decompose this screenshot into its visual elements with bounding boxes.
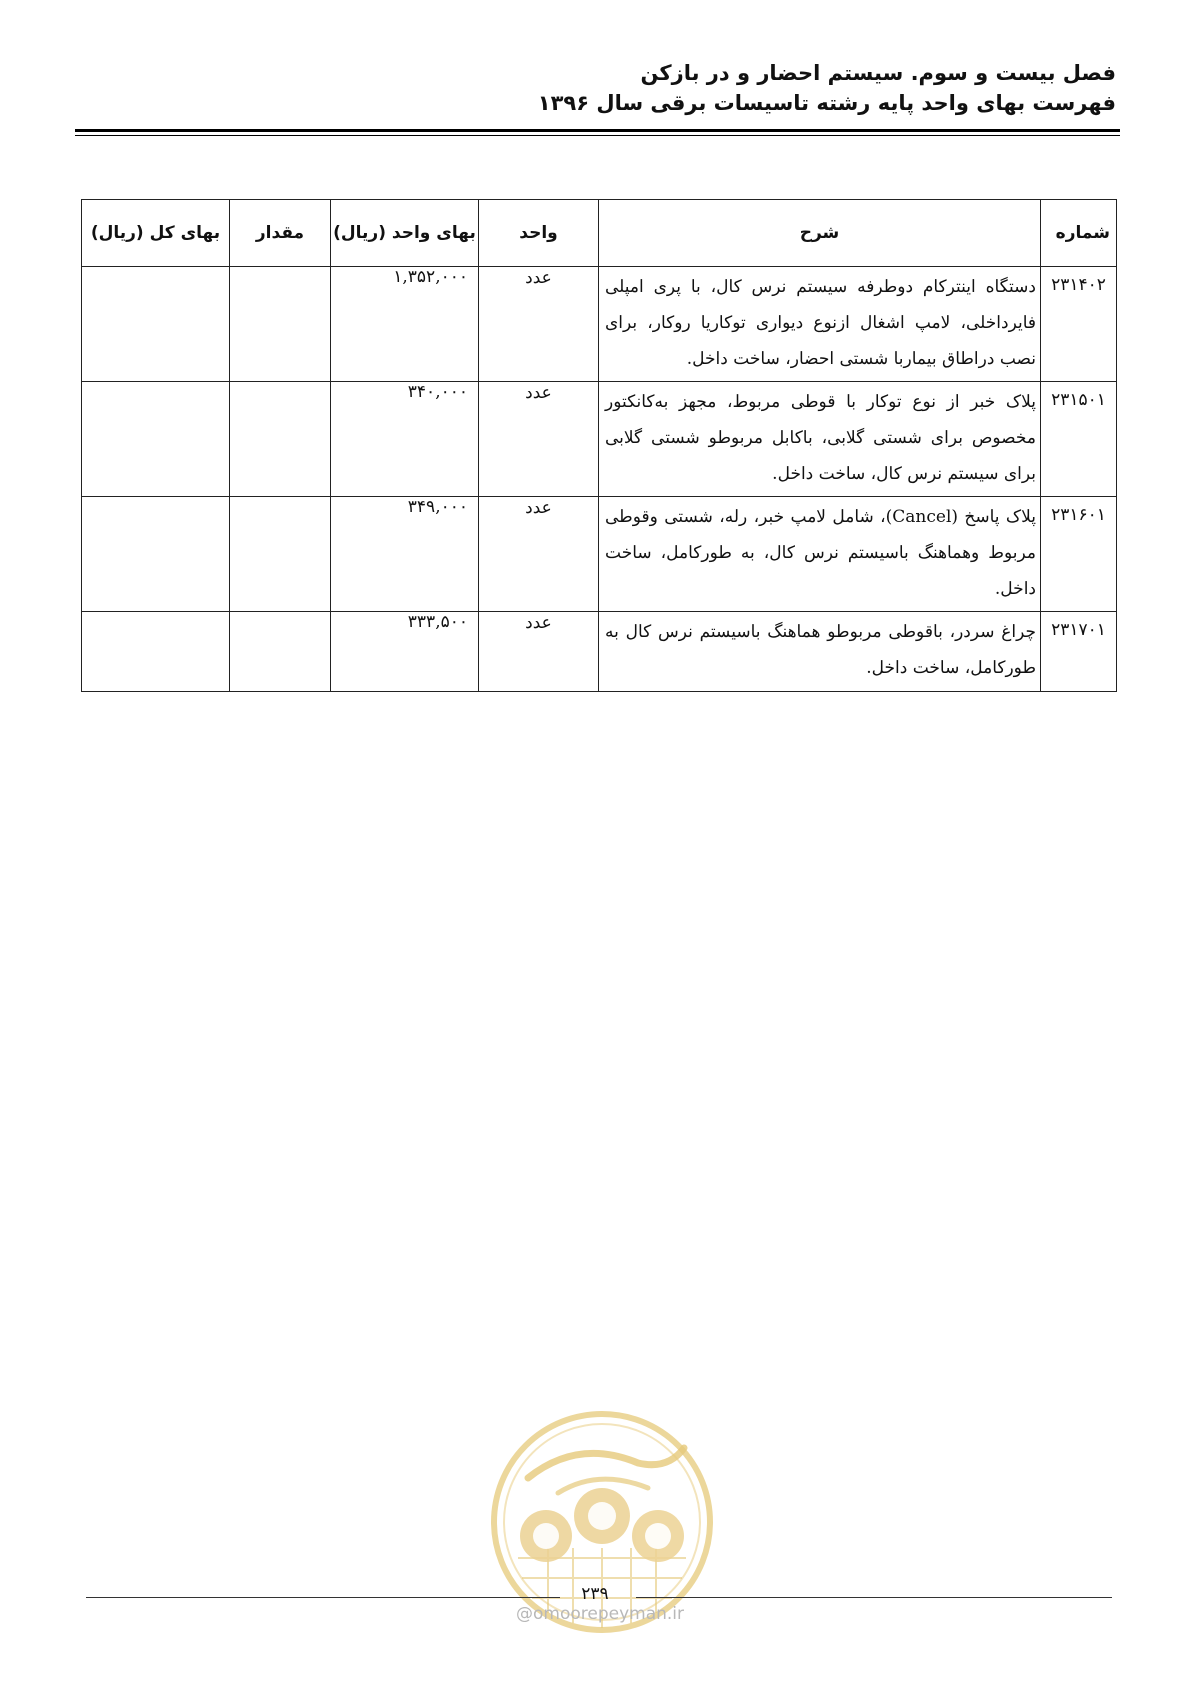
item-unit: عدد [479, 612, 599, 692]
item-number: ۲۳۱۶۰۱ [1041, 497, 1117, 612]
item-total-price [82, 497, 230, 612]
table-row [82, 612, 1117, 692]
header-rule-thick [75, 129, 1120, 132]
header-total-price: بهای کل (ریال) [82, 200, 230, 267]
header-description: شرح [599, 200, 1041, 267]
item-description: دستگاه اینترکام دوطرفه سیستم نرس کال، با پری امپلی فایرداخلی، لامپ اشغال ازنوع دیواری توکاریا روکار، برای نصب دراطاق بیماربا شستی احضار، ساخت داخل. [599, 267, 1041, 382]
item-unit-price: ۳۴۹,۰۰۰ [331, 497, 479, 612]
header-unit-price: بهای واحد (ریال) [331, 200, 479, 267]
header-rule-thin [75, 135, 1120, 136]
item-unit: عدد [479, 497, 599, 612]
table-row [82, 267, 1117, 382]
page-number: ۲۳۹ [581, 1584, 609, 1604]
item-quantity [230, 267, 331, 382]
item-description: پلاک پاسخ (Cancel)، شامل لامپ خبر، رله، شستی وقوطی مربوط وهماهنگ باسیستم نرس کال، به طورکامل، ساخت داخل. [599, 497, 1041, 612]
header-quantity: مقدار [230, 200, 331, 267]
item-number: ۲۳۱۵۰۱ [1041, 382, 1117, 497]
item-unit: عدد [479, 382, 599, 497]
table-row [82, 382, 1117, 497]
table-header-row [82, 200, 1117, 267]
item-unit-price: ۱,۳۵۲,۰۰۰ [331, 267, 479, 382]
item-total-price [82, 612, 230, 692]
header-number: شماره [1041, 200, 1117, 267]
item-quantity [230, 382, 331, 497]
chapter-title: فصل بیست و سوم. سیستم احضار و در بازکن [640, 61, 1116, 85]
item-number: ۲۳۱۴۰۲ [1041, 267, 1117, 382]
item-quantity [230, 497, 331, 612]
item-total-price [82, 267, 230, 382]
item-description: چراغ سردر، باقوطی مربوطو هماهنگ باسیستم نرس کال به طورکامل، ساخت داخل. [599, 612, 1041, 692]
item-total-price [82, 382, 230, 497]
document-subtitle: فهرست بهای واحد پایه رشته تاسیسات برقی سال ۱۳۹۶ [537, 91, 1116, 115]
item-number: ۲۳۱۷۰۱ [1041, 612, 1117, 692]
item-unit: عدد [479, 267, 599, 382]
item-unit-price: ۳۳۳,۵۰۰ [331, 612, 479, 692]
item-quantity [230, 612, 331, 692]
website-watermark: @omoorepeyman.ir [515, 1604, 685, 1624]
price-list-table [81, 199, 1117, 692]
footer-rule-left [86, 1597, 560, 1598]
header-unit: واحد [479, 200, 599, 267]
footer-rule-right [636, 1597, 1112, 1598]
table-row [82, 497, 1117, 612]
page-header [75, 58, 1116, 118]
item-unit-price: ۳۴۰,۰۰۰ [331, 382, 479, 497]
item-description: پلاک خبر از نوع توکار با قوطی مربوط، مجهز به‌کانکتور مخصوص برای شستی گلابی، باکابل مربوطو شستی گلابی برای سیستم نرس کال، ساخت داخل. [599, 382, 1041, 497]
